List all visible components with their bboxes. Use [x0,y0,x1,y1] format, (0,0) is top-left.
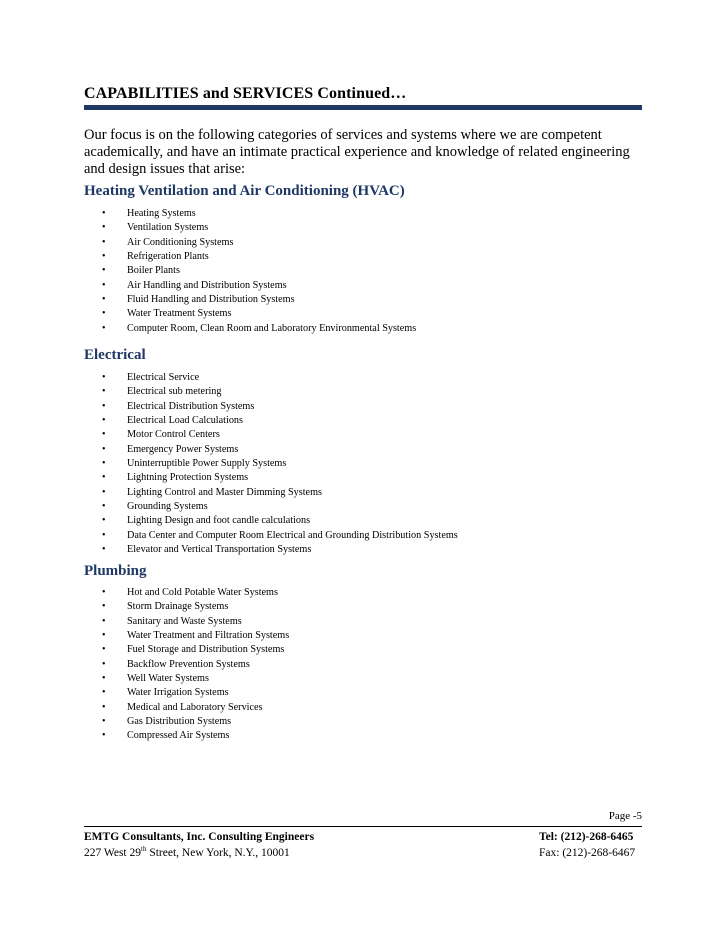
list-item-label: Refrigeration Plants [127,251,209,263]
list-item-label: Fuel Storage and Distribution Systems [127,644,285,656]
list-item-label: Motor Control Centers [127,429,220,441]
list-item-label: Water Treatment Systems [127,308,232,320]
list-item-label: Elevator and Vertical Transportation Systems [127,544,312,556]
bullet-icon: • [102,308,106,320]
list-item [96,672,289,686]
bullet-icon: • [102,515,106,527]
page-title: CAPABILITIES and SERVICES Continued… [84,85,407,102]
list-item [96,529,458,543]
bullet-icon: • [102,658,106,670]
list-item [96,629,289,643]
list-item-label: Lighting Design and foot candle calculations [127,515,311,527]
list-item-label: Electrical Service [127,372,200,383]
list-item [96,586,289,600]
list-item-label: Fluid Handling and Distribution Systems [127,294,295,306]
bullet-icon: • [102,265,106,277]
list-item-label: Data Center and Computer Room Electrical and Grounding Distribution Systems [127,529,458,541]
list-item [96,428,458,442]
intro-paragraph: Our focus is on the following categories of services and systems where we are competent academically, and have an intimate practical experience and knowledge of related engineering and design issues that arise: [84,127,630,177]
list-item [96,207,416,221]
list-item [96,279,416,293]
list-item-label: Compressed Air Systems [127,730,230,742]
list-item [96,400,458,414]
list-item-label: Water Irrigation Systems [127,687,229,699]
list-item-label: Backflow Prevention Systems [127,658,250,670]
list-item-label: Well Water Systems [127,673,209,685]
list-item [96,615,289,629]
page-number: Page -5 [608,810,642,822]
list-item-label: Boiler Plants [127,265,180,277]
bullet-icon: • [102,673,106,685]
list-item-label: Electrical sub metering [127,386,222,398]
bullet-icon: • [102,716,106,728]
list-item-label: Air Conditioning Systems [127,236,234,248]
electrical-list [96,371,458,557]
list-item-label: Medical and Laboratory Services [127,701,263,713]
bullet-icon: • [102,386,106,398]
company-address: 227 West 29th Street, New York, N.Y., 10001 [84,845,290,859]
bullet-icon: • [102,587,106,598]
list-item [96,486,458,500]
list-item-label: Hot and Cold Potable Water Systems [127,587,278,598]
list-item-label: Uninterruptible Power Supply Systems [127,458,287,470]
bullet-icon: • [102,472,106,484]
section-heading-electrical: Electrical [84,347,146,363]
bullet-icon: • [102,701,106,713]
list-item-label: Grounding Systems [127,501,208,513]
list-item [96,500,458,514]
list-item [96,457,458,471]
section-heading-plumbing: Plumbing [84,563,147,579]
list-item [96,264,416,278]
bullet-icon: • [102,615,106,627]
list-item [96,371,458,385]
bullet-icon: • [102,429,106,441]
bullet-icon: • [102,644,106,656]
company-name: EMTG Consultants, Inc. Consulting Engineers [84,831,315,843]
list-item [96,701,289,715]
bullet-icon: • [102,687,106,699]
list-item [96,307,416,321]
list-item [96,543,458,557]
list-item-label: Emergency Power Systems [127,443,239,455]
bullet-icon: • [102,372,106,383]
bullet-icon: • [102,501,106,513]
section-heading-hvac: Heating Ventilation and Air Conditioning (HVAC) [84,183,405,199]
bullet-icon: • [102,279,106,291]
fax: Fax: (212)-268-6467 [539,847,636,859]
list-item [96,643,289,657]
bullet-icon: • [102,544,106,556]
list-item [96,715,289,729]
footer-left [84,829,314,861]
bullet-icon: • [102,222,106,234]
list-item-label: Air Handling and Distribution Systems [127,279,287,291]
list-item [96,658,289,672]
bullet-icon: • [102,730,106,742]
bullet-icon: • [102,415,106,427]
list-item [96,322,416,336]
bullet-icon: • [102,251,106,263]
list-item [96,514,458,528]
list-item [96,236,416,250]
footer-divider [84,826,642,827]
bullet-icon: • [102,486,106,498]
list-item-label: Lightning Protection Systems [127,472,249,484]
list-item [96,443,458,457]
bullet-icon: • [102,322,106,334]
list-item [96,471,458,485]
list-item [96,385,458,399]
list-item-label: Computer Room, Clean Room and Laboratory Environmental Systems [127,322,417,334]
list-item-label: Electrical Load Calculations [127,415,243,427]
bullet-icon: • [102,208,106,219]
bullet-icon: • [102,630,106,642]
list-item-label: Ventilation Systems [127,222,209,234]
list-item-label: Heating Systems [127,208,196,219]
list-item [96,293,416,307]
list-item [96,600,289,614]
list-item [96,414,458,428]
list-item-label: Sanitary and Waste Systems [127,615,242,627]
list-item-label: Water Treatment and Filtration Systems [127,630,290,642]
bullet-icon: • [102,294,106,306]
plumbing-list [96,586,289,744]
bullet-icon: • [102,236,106,248]
list-item-label: Electrical Distribution Systems [127,400,255,412]
bullet-icon: • [102,458,106,470]
bullet-icon: • [102,400,106,412]
telephone: Tel: (212)-268-6465 [539,831,634,843]
list-item [96,221,416,235]
list-item [96,686,289,700]
list-item-label: Storm Drainage Systems [127,601,229,613]
list-item-label: Gas Distribution Systems [127,716,232,728]
footer-right [539,829,635,861]
list-item [96,250,416,264]
list-item-label: Lighting Control and Master Dimming Systems [127,486,322,498]
list-item [96,729,289,743]
bullet-icon: • [102,443,106,455]
bullet-icon: • [102,601,106,613]
hvac-list [96,207,416,336]
title-divider [84,105,642,110]
bullet-icon: • [102,529,106,541]
